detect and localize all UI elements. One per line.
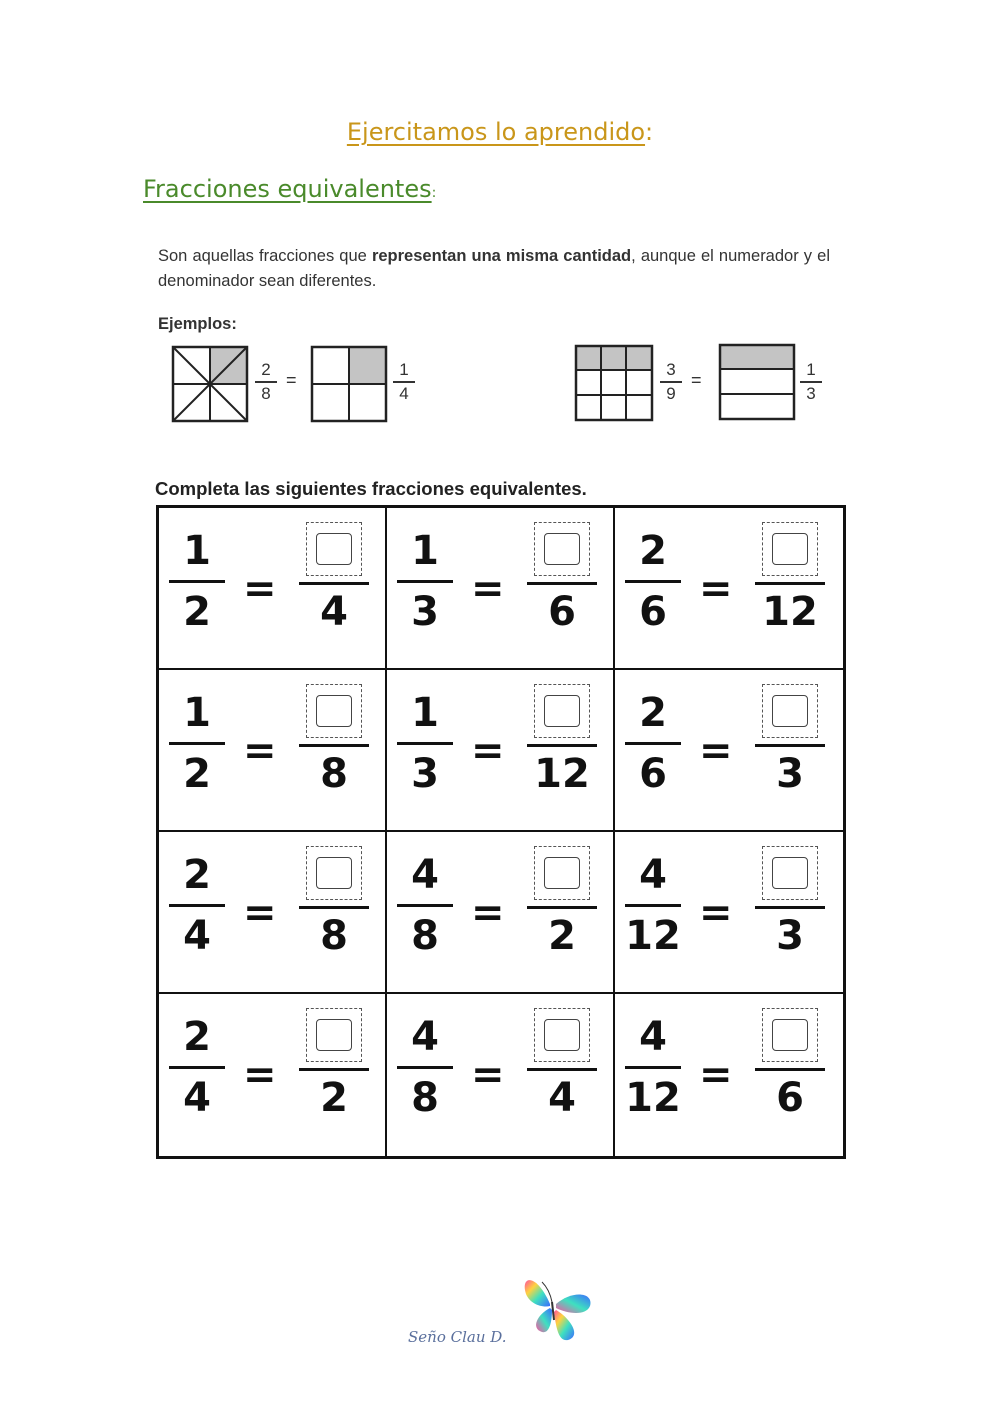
section-heading-text: Fracciones equivalentes: [143, 175, 432, 203]
title-text: Ejercitamos lo aprendido: [346, 118, 646, 146]
exercise-cell: [615, 508, 843, 670]
answer-denominator: 2: [320, 1075, 348, 1121]
page-title: [0, 118, 1000, 146]
example2-ninths-diagram: [574, 344, 654, 422]
answer-denominator: 3: [776, 913, 804, 959]
exercise-denominator: 6: [639, 751, 667, 797]
example1-left-den: 8: [261, 383, 271, 403]
exercise-denominator: 4: [183, 1075, 211, 1121]
exercise-denominator: 8: [411, 1075, 439, 1121]
section-heading-colon: :: [431, 185, 437, 201]
answer-denominator: 12: [762, 589, 818, 635]
example2-equals: =: [691, 370, 702, 390]
equals-sign: =: [243, 890, 277, 936]
exercise-numerator: 2: [183, 1014, 211, 1060]
butterfly-icon: [516, 1270, 598, 1348]
equals-sign: =: [699, 728, 733, 774]
answer-box[interactable]: [534, 684, 590, 738]
exercise-denominator: 4: [183, 913, 211, 959]
example1-left-num: 2: [261, 360, 271, 379]
answer-box[interactable]: [762, 1008, 818, 1062]
exercise-cell: [615, 994, 843, 1156]
exercise-numerator: 1: [183, 690, 211, 736]
title-colon: :: [645, 118, 654, 146]
exercise-numerator: 2: [183, 852, 211, 898]
equals-sign: =: [471, 728, 505, 774]
exercise-numerator: 2: [639, 690, 667, 736]
answer-box[interactable]: [306, 684, 362, 738]
examples-label: Ejemplos:: [158, 315, 237, 333]
answer-denominator: 12: [534, 751, 590, 797]
example1-right-num: 1: [399, 360, 409, 379]
answer-box[interactable]: [534, 1008, 590, 1062]
exercise-numerator: 4: [411, 852, 439, 898]
exercise-grid: [156, 505, 846, 1159]
answer-box[interactable]: [534, 846, 590, 900]
answer-box[interactable]: [306, 522, 362, 576]
exercise-cell: [159, 670, 387, 832]
example2-left-num: 3: [666, 360, 676, 379]
equals-sign: =: [243, 1052, 277, 1098]
answer-denominator: 2: [548, 913, 576, 959]
example2-thirds-diagram: [718, 343, 796, 421]
definition-paragraph: [158, 244, 830, 294]
definition-text-1: Son aquellas fracciones que: [158, 247, 372, 265]
example1-right-fraction: [393, 360, 415, 404]
exercise-cell: [159, 832, 387, 994]
answer-box[interactable]: [762, 522, 818, 576]
equals-sign: =: [471, 566, 505, 612]
exercise-cell: [387, 832, 615, 994]
answer-denominator: 8: [320, 751, 348, 797]
exercise-denominator: 12: [625, 913, 681, 959]
exercise-numerator: 1: [411, 528, 439, 574]
exercise-numerator: 2: [639, 528, 667, 574]
exercise-denominator: 12: [625, 1075, 681, 1121]
exercise-denominator: 3: [411, 751, 439, 797]
answer-box[interactable]: [762, 684, 818, 738]
answer-box[interactable]: [762, 846, 818, 900]
answer-denominator: 8: [320, 913, 348, 959]
equals-sign: =: [471, 890, 505, 936]
exercise-numerator: 4: [639, 1014, 667, 1060]
exercise-cell: [615, 670, 843, 832]
exercise-cell: [387, 670, 615, 832]
example1-equals: =: [286, 370, 297, 390]
example1-eighths-diagram: [171, 345, 249, 423]
exercise-cell: [615, 832, 843, 994]
exercise-cell: [387, 508, 615, 670]
example2-left-den: 9: [666, 383, 676, 403]
exercise-denominator: 2: [183, 589, 211, 635]
answer-denominator: 4: [548, 1075, 576, 1121]
definition-bold-text: representan una misma cantidad: [371, 247, 632, 265]
equals-sign: =: [699, 1052, 733, 1098]
answer-denominator: 6: [776, 1075, 804, 1121]
section-heading: [143, 175, 436, 203]
answer-box[interactable]: [306, 1008, 362, 1062]
example1-right-den: 4: [399, 383, 409, 403]
exercise-numerator: 4: [411, 1014, 439, 1060]
equals-sign: =: [243, 566, 277, 612]
equals-sign: =: [243, 728, 277, 774]
example2-right-den: 3: [806, 383, 816, 403]
example1-left-fraction: [255, 360, 277, 404]
exercise-denominator: 8: [411, 913, 439, 959]
answer-denominator: 4: [320, 589, 348, 635]
example1-quarters-diagram: [310, 345, 388, 423]
exercise-cell: [387, 994, 615, 1156]
answer-box[interactable]: [534, 522, 590, 576]
exercise-denominator: 6: [639, 589, 667, 635]
example2-left-fraction: [660, 360, 682, 404]
exercise-cell: [159, 508, 387, 670]
answer-denominator: 3: [776, 751, 804, 797]
equals-sign: =: [699, 890, 733, 936]
definition-text-2: , aunque el numerador y el denominador sean diferentes.: [158, 247, 830, 290]
answer-denominator: 6: [548, 589, 576, 635]
exercise-cell: [159, 994, 387, 1156]
example2-right-fraction: [800, 360, 822, 404]
answer-box[interactable]: [306, 846, 362, 900]
author-signature: Seño Clau D.: [408, 1328, 507, 1346]
exercise-denominator: 2: [183, 751, 211, 797]
equals-sign: =: [471, 1052, 505, 1098]
example2-right-num: 1: [806, 360, 816, 379]
exercise-numerator: 1: [411, 690, 439, 736]
exercise-denominator: 3: [411, 589, 439, 635]
exercise-numerator: 4: [639, 852, 667, 898]
exercise-numerator: 1: [183, 528, 211, 574]
exercise-instruction: Completa las siguientes fracciones equivalentes.: [155, 478, 587, 499]
equals-sign: =: [699, 566, 733, 612]
